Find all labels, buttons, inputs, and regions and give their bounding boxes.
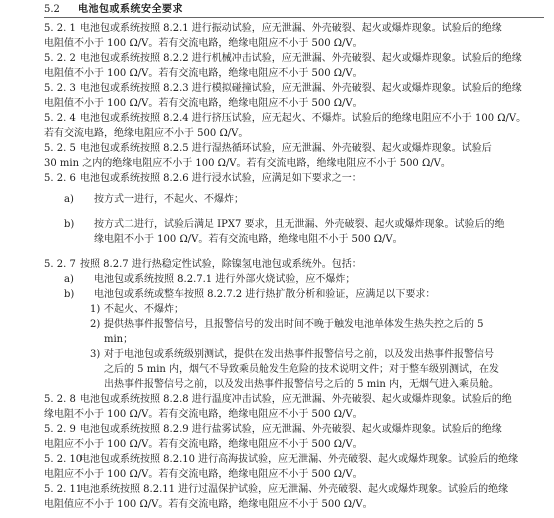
sub-item-line: min； <box>104 334 134 345</box>
sub-item-body <box>44 302 544 317</box>
clause-number: 5. 2. 1 <box>44 23 76 34</box>
clause-line <box>44 51 544 66</box>
clause-line <box>44 156 544 171</box>
clause-item <box>44 141 544 171</box>
spacer <box>44 207 544 217</box>
clause-number: 5. 2. 3 <box>44 83 76 94</box>
clause-line <box>44 497 544 512</box>
clause-item <box>44 452 544 482</box>
clause-line <box>44 437 544 452</box>
clause-item <box>44 392 544 422</box>
clause-number: 5. 2. 4 <box>44 113 76 124</box>
clause-text: 电池包或系统按照 8.2.5 进行湿热循环试验，应无泄漏、外壳破裂、起火或爆炸现象。试验后 <box>80 143 492 154</box>
item-line: 电池包或系统或整车按照 8.2.7.2 进行热扩散分析和验证，应满足以下要求： <box>94 289 436 300</box>
option-item <box>44 192 544 207</box>
heading-rule <box>44 17 544 18</box>
sub-item-label: 3) <box>90 349 101 360</box>
clause-5-2-7-items <box>44 272 544 392</box>
clause-line <box>44 96 544 111</box>
sub-item-line: 出热事件报警信号之前，以及发出热事件报警信号之后的 5 min 内，无烟气进入乘员舱。 <box>104 379 500 390</box>
item-line: 电池包或系统按照 8.2.7.1 进行外部火烧试验，应不爆炸； <box>94 274 356 285</box>
clause-text: 电池包或系统按照 8.2.6 进行浸水试验，应满足如下要求之一： <box>80 173 362 184</box>
sub-item-line: 之后的 5 min 内，烟气不导致乘员舱发生危险的技术说明文件；对于整车级别测试，在发 <box>104 364 500 375</box>
option-line: 缘电阻不小于 100 Ω/V。若有交流电路，绝缘电阻不小于 500 Ω/V。 <box>94 234 403 245</box>
clause-line <box>44 81 544 96</box>
clause-text: 电池包或系统按照 8.2.10 进行高海拔试验，应无泄漏、外壳破裂、起火或爆炸现象。试验后的绝缘 <box>80 454 519 465</box>
clause-number: 5. 2. 10 <box>44 454 83 465</box>
item-label: a) <box>64 274 74 285</box>
clause-text: 电池包或系统按照 8.2.2 进行机械冲击试验，应无泄漏、外壳破裂、起火或爆炸现象。试验后的绝缘 <box>80 53 522 64</box>
clause-line <box>44 407 544 422</box>
clause-line <box>44 452 544 467</box>
clause-line <box>44 422 544 437</box>
clause-number: 5. 2. 7 <box>44 259 76 270</box>
clause-list <box>44 21 544 186</box>
list-item <box>44 272 544 287</box>
section-title: 电池包或系统安全要求 <box>78 4 183 15</box>
clause-number: 5. 2. 11 <box>44 484 83 495</box>
clause-text: 电阻值不小于 100 Ω/V。若有交流电路，绝缘电阻应不小于 500 Ω/V。 <box>44 68 363 79</box>
clause-item <box>44 21 544 51</box>
clause-list-tail <box>44 392 544 512</box>
clause-text: 电池包或系统按照 8.2.8 进行温度冲击试验，应无泄漏、外壳破裂、起火或爆炸现象。试验后的绝 <box>80 394 512 405</box>
item-body <box>44 272 544 287</box>
clause-text: 按照 8.2.7 进行热稳定性试验，除镍氢电池包或系统外。包括： <box>80 259 362 270</box>
clause-line <box>44 66 544 81</box>
spacer <box>44 247 544 257</box>
option-body <box>44 192 544 207</box>
clause-item <box>44 171 544 186</box>
sub-item <box>44 347 544 392</box>
clause-number: 5. 2. 6 <box>44 173 76 184</box>
clause-line <box>44 21 544 36</box>
sub-item <box>44 302 544 317</box>
clause-number: 5. 2. 9 <box>44 424 76 435</box>
section-heading <box>44 2 544 16</box>
clause-5-2-7 <box>44 257 544 272</box>
clause-text: 电池包或系统按照 8.2.4 进行挤压试验，应无起火、不爆炸。试验后的绝缘电阻应不小于 100 Ω/V。 <box>80 113 527 124</box>
clause-text: 电池包或系统按照 8.2.9 进行盐雾试验，应无泄漏、外壳破裂、起火或爆炸现象。试验后的绝缘 <box>80 424 502 435</box>
list-item <box>44 287 544 302</box>
clause-line <box>44 482 544 497</box>
clause-number: 5. 2. 8 <box>44 394 76 405</box>
item-body <box>44 287 544 302</box>
clause-item <box>44 51 544 81</box>
clause-item <box>44 422 544 452</box>
sub-item <box>44 317 544 347</box>
option-label: b) <box>64 219 75 230</box>
clause-text: 电阻应不小于 100 Ω/V。若有交流电路，绝缘电阻应不小于 500 Ω/V。 <box>44 439 363 450</box>
sub-item-line: 对于电池包或系统级别测试，提供在发出热事件报警信号之前，以及发出热事件报警信号 <box>104 349 494 360</box>
clause-text: 电池包或系统按照 8.2.1 进行振动试验，应无泄漏、外壳破裂、起火或爆炸现象。试验后的绝缘 <box>80 23 502 34</box>
sub-item-label: 2) <box>90 319 101 330</box>
clause-item <box>44 482 544 512</box>
sub-item-line: 不起火、不爆炸； <box>104 304 184 315</box>
clause-5-2-6-options <box>44 186 544 257</box>
sub-item-body <box>44 347 544 392</box>
option-line: 按方式二进行，试验后满足 IPX7 要求，且无泄漏、外壳破裂、起火或爆炸现象。试验后的绝 <box>94 219 505 230</box>
clause-text: 电池系统按照 8.2.11 进行过温保护试验，应无泄漏、外壳破裂、起火或爆炸现象。试验后的绝缘 <box>80 484 509 495</box>
clause-line <box>44 126 544 141</box>
clause-line <box>44 467 544 482</box>
sub-item-body <box>44 317 544 347</box>
sub-item-label: 1) <box>90 304 101 315</box>
clause-line <box>44 111 544 126</box>
clause-text: 电阻值不小于 100 Ω/V。若有交流电路，绝缘电阻应不小于 500 Ω/V。 <box>44 38 363 49</box>
clause-line <box>44 36 544 51</box>
clause-number: 5. 2. 2 <box>44 53 76 64</box>
option-line: 按方式一进行，不起火、不爆炸； <box>94 194 244 205</box>
clause-text: 电阻值应不小于 100 Ω/V。若有交流电路，绝缘电阻应不小于 500 Ω/V。 <box>44 499 373 510</box>
option-item <box>44 217 544 247</box>
option-label: a) <box>64 194 74 205</box>
sub-item-line: 提供热事件报警信号，且报警信号的发出时间不晚于触发电池单体发生热失控之后的 5 <box>104 319 484 330</box>
clause-line <box>44 141 544 156</box>
clause-text: 电阻值不小于 100 Ω/V。若有交流电路，绝缘电阻应不小于 500 Ω/V。 <box>44 98 363 109</box>
clause-line <box>44 171 544 186</box>
clause-text: 电池包或系统按照 8.2.3 进行模拟碰撞试验，应无泄漏、外壳破裂、起火或爆炸现象。试验后的绝缘 <box>80 83 522 94</box>
clause-text: 电阻应不小于 100 Ω/V。若有交流电路，绝缘电阻应不小于 500 Ω/V。 <box>44 469 363 480</box>
clause-text: 30 min 之内的绝缘电阻应不小于 100 Ω/V。若有交流电路，绝缘电阻应不小于 500 Ω/V。 <box>44 158 451 169</box>
clause-item <box>44 111 544 141</box>
clause-item <box>44 81 544 111</box>
section-number: 5.2 <box>44 4 60 15</box>
clause-text: 若有交流电路，绝缘电阻应不小于 500 Ω/V。 <box>44 128 249 139</box>
clause-text: 缘电阻不小于 100 Ω/V。若有交流电路，绝缘电阻应不小于 500 Ω/V。 <box>44 409 363 420</box>
item-label: b) <box>64 289 75 300</box>
clause-line <box>44 392 544 407</box>
clause-number: 5. 2. 5 <box>44 143 76 154</box>
option-body <box>44 217 544 247</box>
